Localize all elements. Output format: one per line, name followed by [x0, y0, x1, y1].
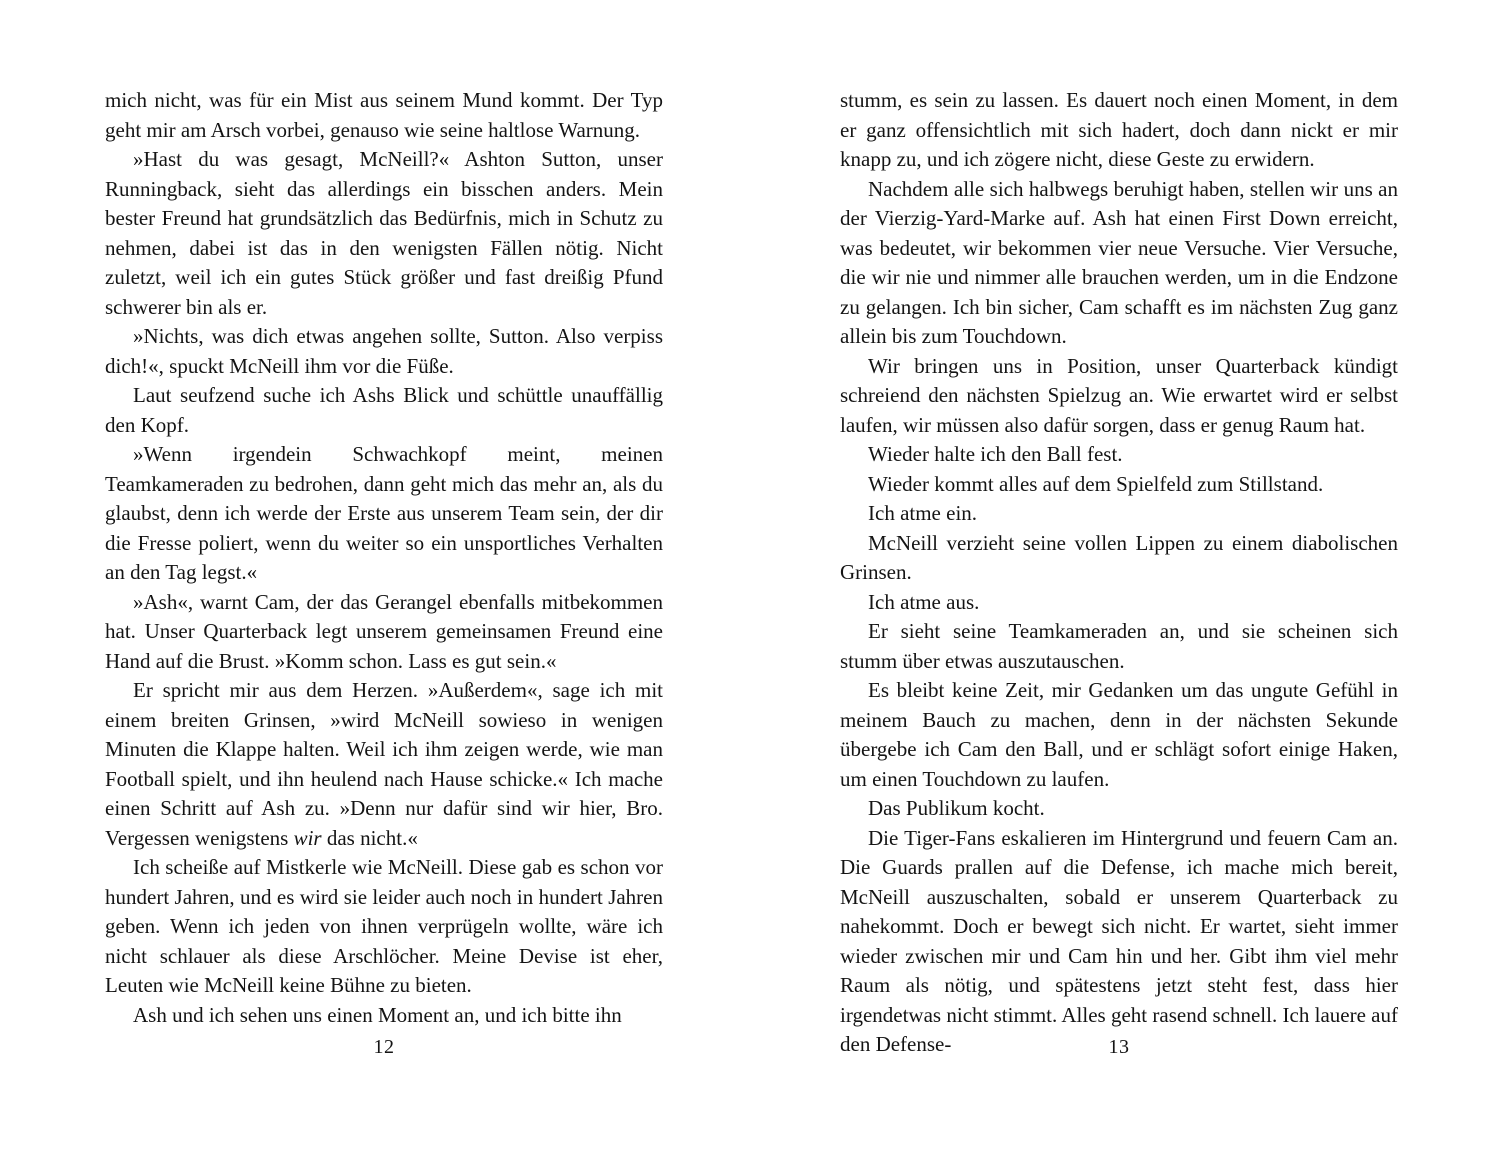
paragraph: »Wenn irgendein Schwachkopf meint, meinen Teamkameraden zu bedrohen, dann geht mich das mehr an, als du glaubst, denn ich werde der Erste aus unserem Team sein, der dir die Fresse poliert, wenn du weiter so ein unsportliches Verhalten an den Tag legst.«	[105, 442, 663, 584]
paragraph: Nachdem alle sich halbwegs beruhigt haben, stellen wir uns an der Vierzig-Yard-Marke auf. Ash hat einen First Down erreicht, was bedeutet, wir bekommen vier neue Versuche. Vier Versuche, die wir nie und nimmer alle brauchen werden, um in die Endzone zu gelangen. Ich bin sicher, Cam schafft es im nächsten Zug ganz allein bis zum Touchdown.	[840, 176, 1398, 348]
paragraph: Er spricht mir aus dem Herzen. »Außerdem«, sage ich mit einem breiten Grinsen, »wird McNeill sowieso in wenigen Minuten die Klappe halten. Weil ich ihm zeigen werde, wie man Football spielt, und ihn heulend nach Hause schicke.« Ich mache einen Schritt auf Ash zu. »Denn nur dafür sind wir hier, Bro. Vergessen wenigstens wir das nicht.«	[105, 678, 663, 850]
paragraph: Die Tiger-Fans eskalieren im Hintergrund und feuern Cam an. Die Guards prallen auf die Defense, ich mache mich bereit, McNeill auszuschalten, sobald er unserem Quarterback zu nahekommt. Doch er bewegt sich nicht. Er wartet, sieht immer wieder zwischen mir und Cam hin und her. Gibt ihm viel mehr Raum als nötig, und spätestens jetzt steht fest, dass hier irgendetwas nicht stimmt. Alles geht rasend schnell. Ich lauere auf den Defense-	[840, 825, 1398, 1056]
paragraph: Wieder kommt alles auf dem Spielfeld zum Stillstand.	[868, 471, 1324, 496]
paragraph: »Ash«, warnt Cam, der das Gerangel ebenfalls mitbekommen hat. Unser Quarterback legt unserem gemeinsamen Freund eine Hand auf die Brust. »Komm schon. Lass es gut sein.«	[105, 589, 663, 673]
paragraph: Es bleibt keine Zeit, mir Gedanken um das ungute Gefühl in meinem Bauch zu machen, denn in der nächsten Sekunde übergebe ich Cam den Ball, und er schlägt sofort einige Haken, um einen Touchdown zu laufen.	[840, 678, 1398, 791]
page-right	[750, 0, 1500, 1153]
paragraph: McNeill verzieht seine vollen Lippen zu einem diabolischen Grinsen.	[840, 530, 1398, 584]
paragraph: stumm, es sein zu lassen. Es dauert noch einen Moment, in dem er ganz offensichtlich mit sich hadert, doch dann nickt er mir knapp zu, und ich zögere nicht, diese Geste zu erwidern.	[840, 88, 1398, 171]
page-number-right: 13	[1108, 1036, 1130, 1058]
paragraph: Wieder halte ich den Ball fest.	[868, 442, 1123, 466]
paragraph: mich nicht, was für ein Mist aus seinem Mund kommt. Der Typ geht mir am Arsch vorbei, genauso wie seine haltlose Warnung.	[105, 88, 663, 142]
paragraph: »Hast du was gesagt, McNeill?« Ashton Sutton, unser Runningback, sieht das allerdings ein bisschen anders. Mein bester Freund hat grundsätzlich das Bedürfnis, mich in Schutz zu nehmen, dabei ist das in den wenigsten Fällen nötig. Nicht zuletzt, weil ich ein gutes Stück größer und fast dreißig Pfund schwerer bin als er.	[105, 147, 663, 319]
page-number-left: 12	[373, 1036, 395, 1058]
paragraph: Ich atme ein.	[868, 501, 978, 525]
paragraph: Ash und ich sehen uns einen Moment an, und ich bitte ihn	[133, 1002, 622, 1027]
paragraph: Ich scheiße auf Mistkerle wie McNeill. Diese gab es schon vor hundert Jahren, und es wird sie leider auch noch in hundert Jahren geben. Wenn ich jeden von ihnen verprügeln wollte, wäre ich nicht schlauer als diese Arschlöcher. Meine Devise ist eher, Leuten wie McNeill keine Bühne zu bieten.	[105, 855, 663, 997]
paragraph: Das Publikum kocht.	[868, 796, 1045, 820]
paragraph: »Nichts, was dich etwas angehen sollte, Sutton. Also verpiss dich!«, spuckt McNeill ihm vor die Füße.	[105, 324, 663, 378]
paragraph: Wir bringen uns in Position, unser Quarterback kündigt schreiend den nächsten Spielzug an. Wie erwartet wird er selbst laufen, wir müssen also dafür sorgen, dass er genug Raum hat.	[840, 353, 1398, 437]
page-right-text	[840, 86, 1398, 1060]
page-left-text	[105, 86, 663, 1030]
paragraph: Ich atme aus.	[868, 589, 980, 614]
paragraph: Laut seufzend suche ich Ashs Blick und schüttle unauffällig den Kopf.	[105, 383, 663, 437]
paragraph: Er sieht seine Teamkameraden an, und sie scheinen sich stumm über etwas auszutauschen.	[840, 619, 1398, 673]
